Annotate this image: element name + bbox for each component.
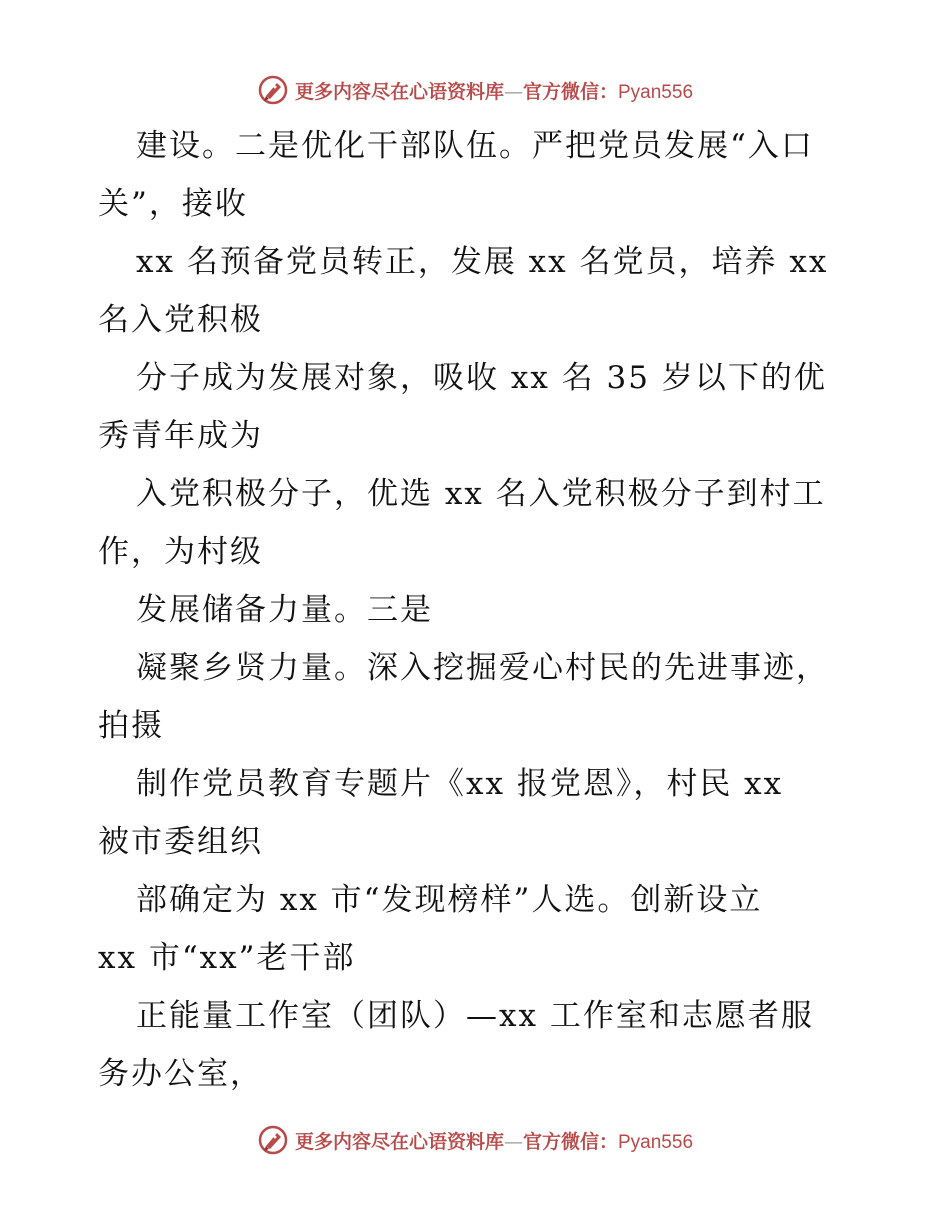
text-line: 名入党积极 (98, 302, 263, 338)
text-line: 建设。二是优化干部队伍。严把党员发展“入口 (136, 128, 814, 164)
pen-nib-circle-icon (257, 1124, 289, 1156)
header-watermark (0, 70, 950, 110)
text-line: 制作党员教育专题片《xx 报党恩》，村民 xx (136, 766, 784, 802)
watermark-wechat-account: Pyan556 (618, 81, 694, 103)
watermark-brand: 更多内容尽在心语资料库 (294, 80, 504, 103)
text-line: 正能量工作室（团队）—xx 工作室和志愿者服 (136, 998, 814, 1034)
watermark-wechat-label: 官方微信： (522, 1130, 618, 1153)
text-line: 拍摄 (98, 708, 164, 744)
watermark-dash: — (503, 80, 523, 103)
watermark-text (295, 77, 693, 104)
watermark-wechat-account: Pyan556 (618, 1131, 694, 1153)
pen-nib-circle-icon (257, 74, 289, 106)
text-line: 务办公室， (98, 1056, 263, 1092)
text-line: xx 市“xx”老干部 (98, 940, 356, 976)
text-line: xx 名预备党员转正，发展 xx 名党员，培养 xx (136, 244, 829, 280)
text-line: 作，为村级 (98, 534, 263, 570)
text-line: 入党积极分子，优选 xx 名入党积极分子到村工 (136, 476, 826, 512)
watermark-text (295, 1127, 693, 1154)
text-line: 秀青年成为 (98, 418, 263, 454)
watermark-wechat-label: 官方微信： (522, 80, 618, 103)
text-line: 关”，接收 (98, 186, 248, 222)
text-line: 凝聚乡贤力量。深入挖掘爱心村民的先进事迹， (136, 650, 829, 686)
text-line: 发展储备力量。三是 (136, 592, 433, 628)
document-body (98, 117, 858, 1103)
text-line: 部确定为 xx 市“发现榜样”人选。创新设立 (136, 882, 763, 918)
text-line: 被市委组织 (98, 824, 263, 860)
watermark-dash: — (503, 1130, 523, 1153)
watermark-brand: 更多内容尽在心语资料库 (294, 1130, 504, 1153)
footer-watermark (0, 1120, 950, 1160)
text-line: 分子成为发展对象，吸收 xx 名 35 岁以下的优 (136, 360, 827, 396)
